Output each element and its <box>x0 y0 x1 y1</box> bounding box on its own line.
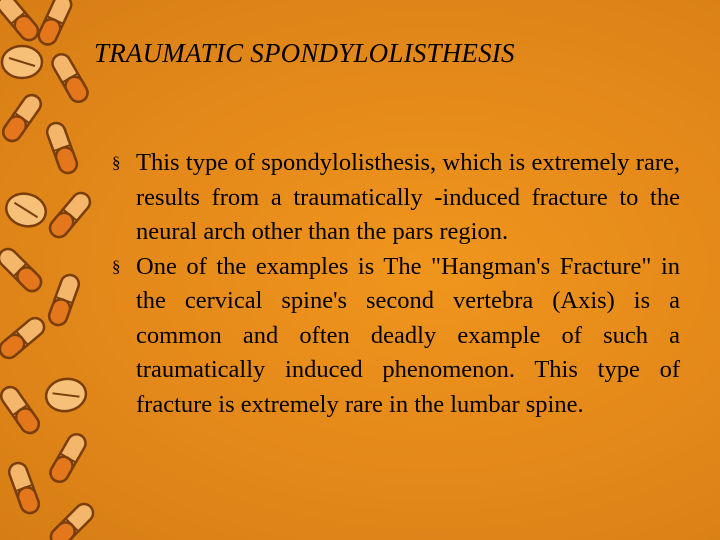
capsule-icon <box>47 500 96 540</box>
slide-title: TRAUMATIC SPONDYLOLISTHESIS <box>94 38 515 68</box>
bullet-text: This type of spondylolisthesis, which is extremely rare, results from a traumatically -induced fracture to the neural arch other than the pars region. <box>136 149 680 245</box>
bullet-marker: § <box>112 153 121 172</box>
round-tablet-icon <box>3 189 50 230</box>
bullet-item <box>112 250 680 423</box>
capsule-icon <box>0 314 48 361</box>
round-tablet-icon <box>2 46 42 78</box>
bullet-marker: § <box>112 256 121 276</box>
capsule-icon <box>0 245 45 294</box>
capsule-icon <box>47 272 82 327</box>
capsule-icon <box>36 0 74 47</box>
capsule-icon <box>0 92 44 145</box>
capsule-icon <box>46 189 93 240</box>
capsule-icon <box>7 460 42 515</box>
bullet-list <box>112 146 680 422</box>
capsule-icon <box>45 120 80 175</box>
round-tablet-icon <box>44 376 89 414</box>
bullet-item <box>112 146 680 250</box>
capsule-icon <box>0 0 42 44</box>
capsule-icon <box>0 384 42 437</box>
pill-decoration-strip <box>0 0 105 540</box>
bullet-text: One of the examples is The "Hangman's Fracture" in the cervical spine's second vertebra (Axis) is a common and often deadly example of such a traumatically induced phenomenon. This type of fracture is extremely rare in the lumbar spine. <box>136 252 680 418</box>
capsule-icon <box>49 51 91 105</box>
capsule-icon <box>47 431 89 485</box>
